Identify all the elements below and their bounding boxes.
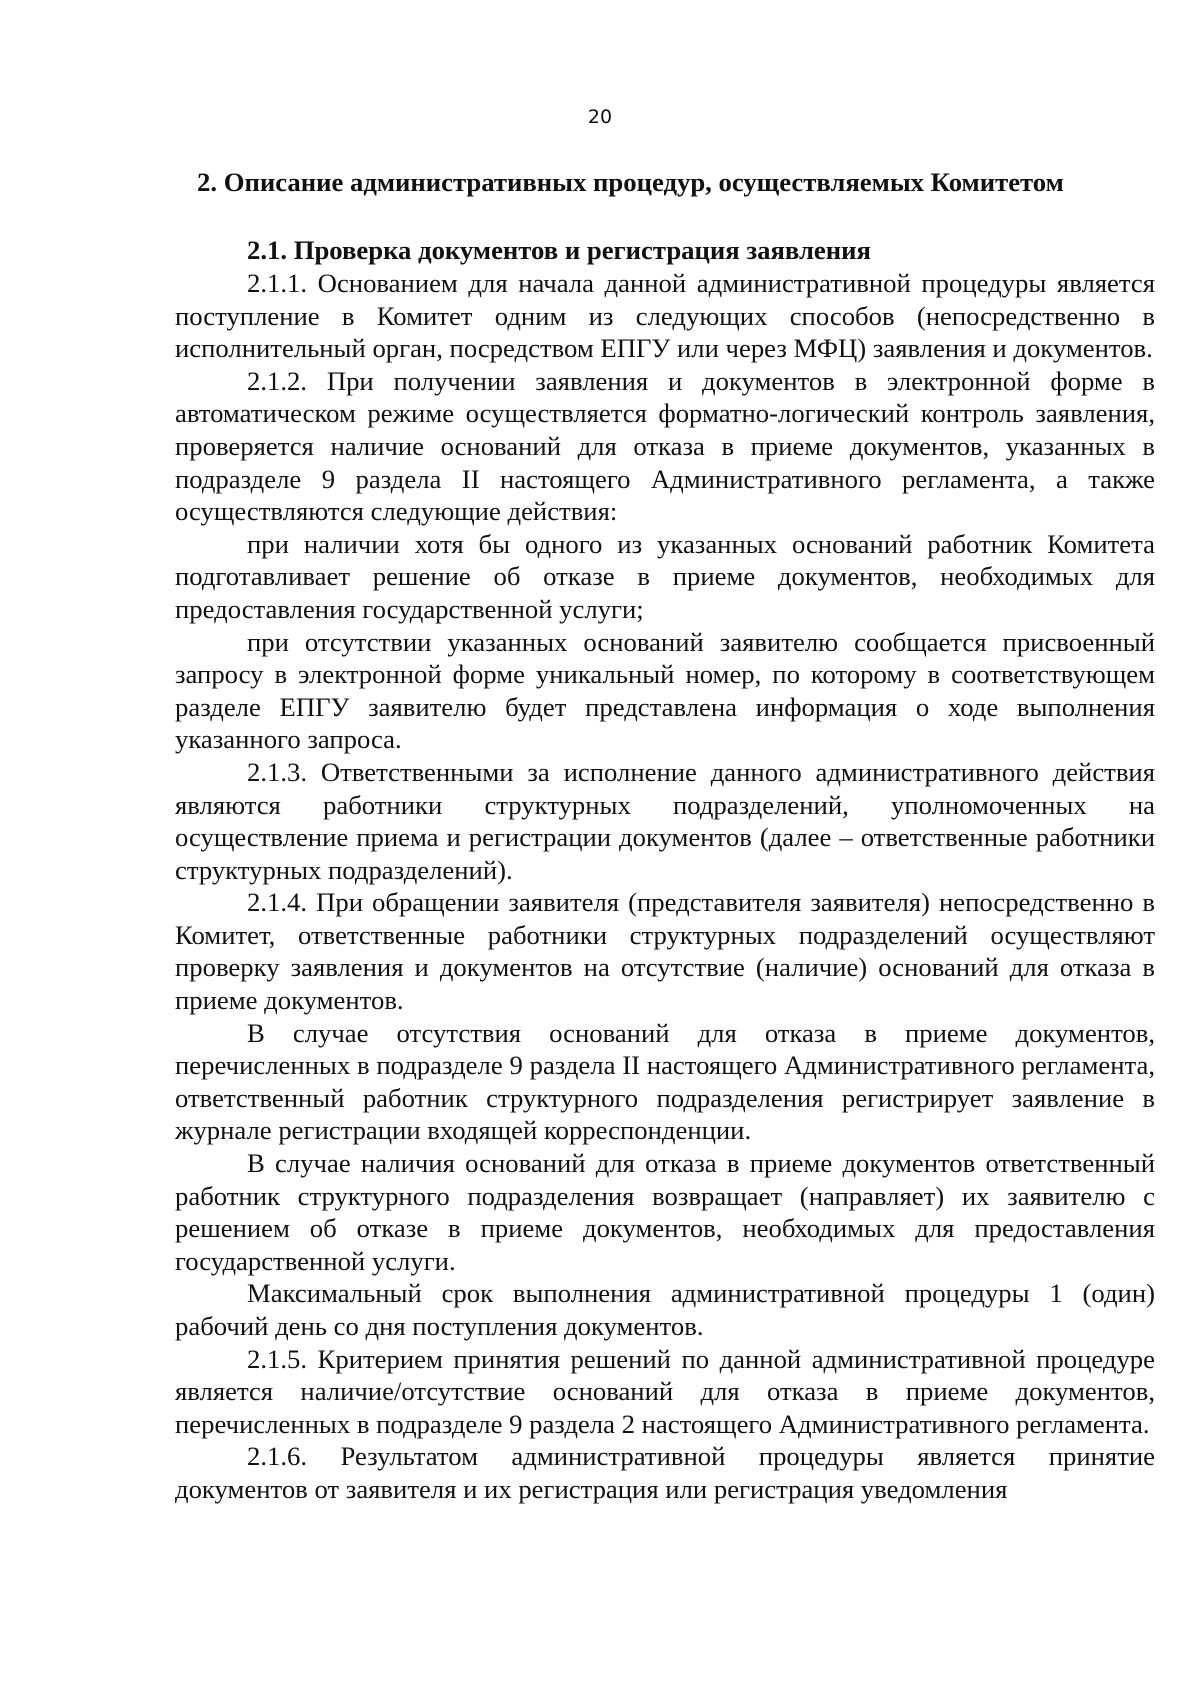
page-number: 20 [587, 106, 613, 128]
paragraph-grounds-return: В случае наличия оснований для отказа в приеме документов ответственный работник структурного подразделения возвращает (направляет) их заявителю с решением об отказе в приеме документов, необходимых для предоставления государственной услуги. [175, 1148, 1155, 1276]
paragraph-no-grounds-registration: В случае отсутствия оснований для отказа в приеме документов, перечисленных в подразделе 9 раздела II настоящего Административного регламента, ответственный работник структурного подразделения регистрирует заявление в журнале регистрации входящей корреспонденции. [175, 1017, 1155, 1146]
subsection-title: 2.1. Проверка документов и регистрация заявления [247, 235, 871, 265]
section-title: 2. Описание административных процедур, осуществляемых Комитетом [197, 167, 1064, 197]
paragraph-grounds-present: при наличии хотя бы одного из указанных оснований работник Комитета подготавливает решение об отказе в приеме документов, необходимых для предоставления государственной услуги; [175, 528, 1155, 624]
paragraph-2-1-5: 2.1.5. Критерием принятия решений по данной административной процедуре является наличие/отсутствие оснований для отказа в приеме документов, перечисленных в подразделе 9 раздела 2 настоящего Административного регламента. [175, 1343, 1155, 1439]
paragraph-2-1-4: 2.1.4. При обращении заявителя (представителя заявителя) непосредственно в Комитет, ответственные работники структурных подразделений осуществляют проверку заявления и документов на отсутствие (наличие) оснований для отказа в приеме документов. [175, 887, 1155, 1016]
paragraph-max-term: Максимальный срок выполнения административной процедуры 1 (один) рабочий день со дня поступления документов. [175, 1278, 1155, 1341]
paragraph-2-1-3: 2.1.3. Ответственными за исполнение данного административного действия являются работники структурных подразделений, уполномоченных на осуществление приема и регистрации документов (далее – ответственные работники структурных подразделений). [175, 756, 1155, 885]
paragraph-2-1-6: 2.1.6. Результатом административной процедуры является принятие документов от заявителя и их регистрация или регистрация уведомления [175, 1441, 1155, 1504]
paragraph-grounds-absent: при отсутствии указанных оснований заявителю сообщается присвоенный запросу в электронной форме уникальный номер, по которому в соответствующем разделе ЕПГУ заявителю будет представлена информация о ходе выполнения указанного запроса. [175, 626, 1155, 755]
paragraph-2-1-1: 2.1.1. Основанием для начала данной административной процедуры является поступление в Комитет одним из следующих способов (непосредственно в исполнительный орган, посредством ЕПГУ или через МФЦ) заявления и документов. [175, 268, 1155, 364]
document-body [175, 166, 1155, 1506]
paragraph-2-1-2: 2.1.2. При получении заявления и документов в электронной форме в автоматическом режиме осуществляется форматно-логический контроль заявления, проверяется наличие оснований для отказа в приеме документов, указанных в подразделе 9 раздела II настоящего Административного регламента, а также осуществляются следующие действия: [175, 365, 1155, 527]
